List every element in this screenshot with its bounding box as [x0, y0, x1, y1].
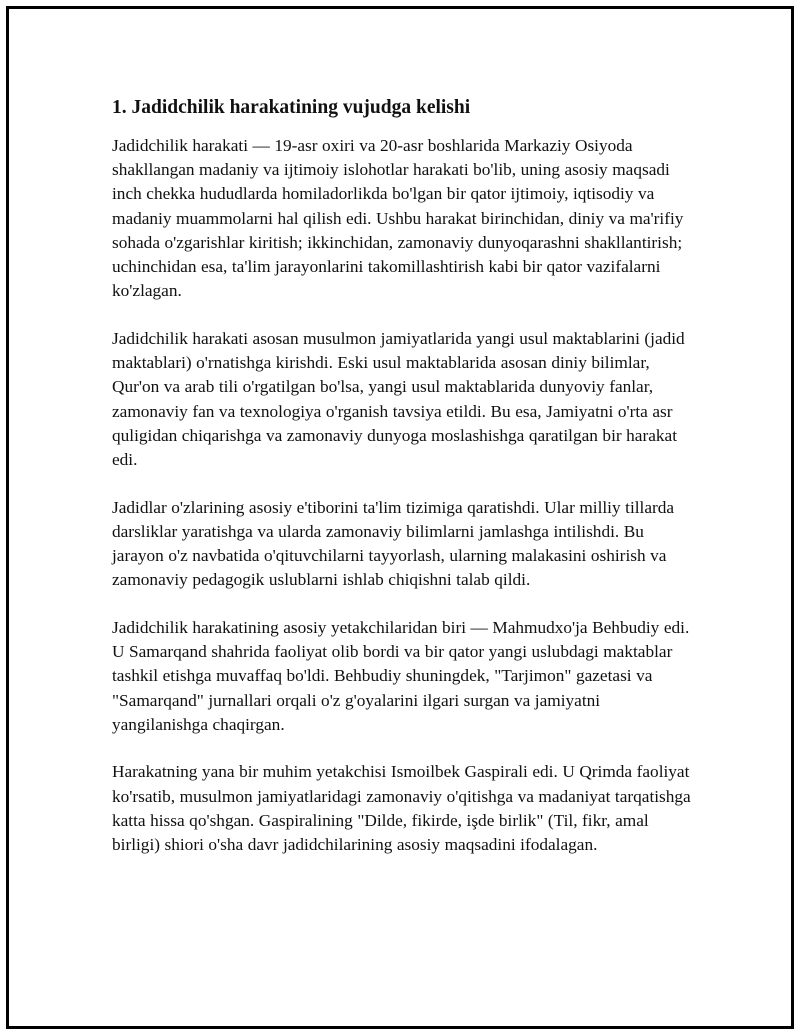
document-body: [112, 96, 697, 881]
section-heading: 1. Jadidchilik harakatining vujudga kelishi: [112, 97, 471, 118]
paragraph-4: Jadidchilik harakatining asosiy yetakchilaridan biri — Mahmudxo'ja Behbudiy edi. U Samarqand shahrida faoliyat olib bordi va bir qator yangi uslubdagi maktablar tashkil etishga muvaffaq bo'ldi. Behbudiy shuningdek, "Tarjimon" gazetasi va "Samarqand" jurnallari orqali o'z g'oyalarini ilgari surgan va jamiyatni yangilanishga chaqirgan.: [112, 617, 690, 734]
paragraph-1: Jadidchilik harakati — 19-asr oxiri va 20-asr boshlarida Markaziy Osiyoda shakllangan madaniy va ijtimoiy islohotlar harakati bo'lib, uning asosiy maqsadi inch chekka hududlarda homiladorlikda bo'lgan bir qator ijtimoiy, iqtisodiy va madaniy muammolarni hal qilish edi. Ushbu harakat birinchidan, diniy va ma'rifiy sohada o'zgarishlar kiritish; ikkinchidan, zamonaviy dunyoqarashni shakllantirish; uchinchidan esa, ta'lim jarayonlarini takomillashtirish kabi bir qator vazifalarni ko'zlagan.: [112, 136, 684, 301]
paragraph-5: Harakatning yana bir muhim yetakchisi Ismoilbek Gaspirali edi. U Qrimda faoliyat ko'rsatib, musulmon jamiyatlaridagi zamonaviy o'qitishga va madaniyat tarqatishga katta hissa qo'shgan. Gaspiralining "Dilde, fikirde, işde birlik" (Til, fikr, amal birligi) shiori o'sha davr jadidchilarining asosiy maqsadini ifodalagan.: [112, 762, 691, 855]
paragraph-3: Jadidlar o'zlarining asosiy e'tiborini ta'lim tizimiga qaratishdi. Ular milliy tillarda darsliklar yaratishga va ularda zamonaviy bilimlarni jamlashga intilishdi. Bu jarayon o'z navbatida o'qituvchilarni tayyorlash, ularning malakasini oshirish va zamonaviy pedagogik uslublarni ishlab chiqishni talab qildi.: [112, 497, 675, 590]
paragraph-2: Jadidchilik harakati asosan musulmon jamiyatlarida yangi usul maktablarini (jadid maktablari) o'rnatishga kirishdi. Eski usul maktablarida asosan diniy bilimlar, Qur'on va arab tili o'rgatilgan bo'lsa, yangi usul maktablarida dunyoviy fanlar, zamonaviy fan va texnologiya o'rganish tavsiya etildi. Bu esa, Jamiyatni o'rta asr quligidan chiqarishga va zamonaviy dunyoga moslashishga qaratilgan bir harakat edi.: [112, 328, 685, 469]
